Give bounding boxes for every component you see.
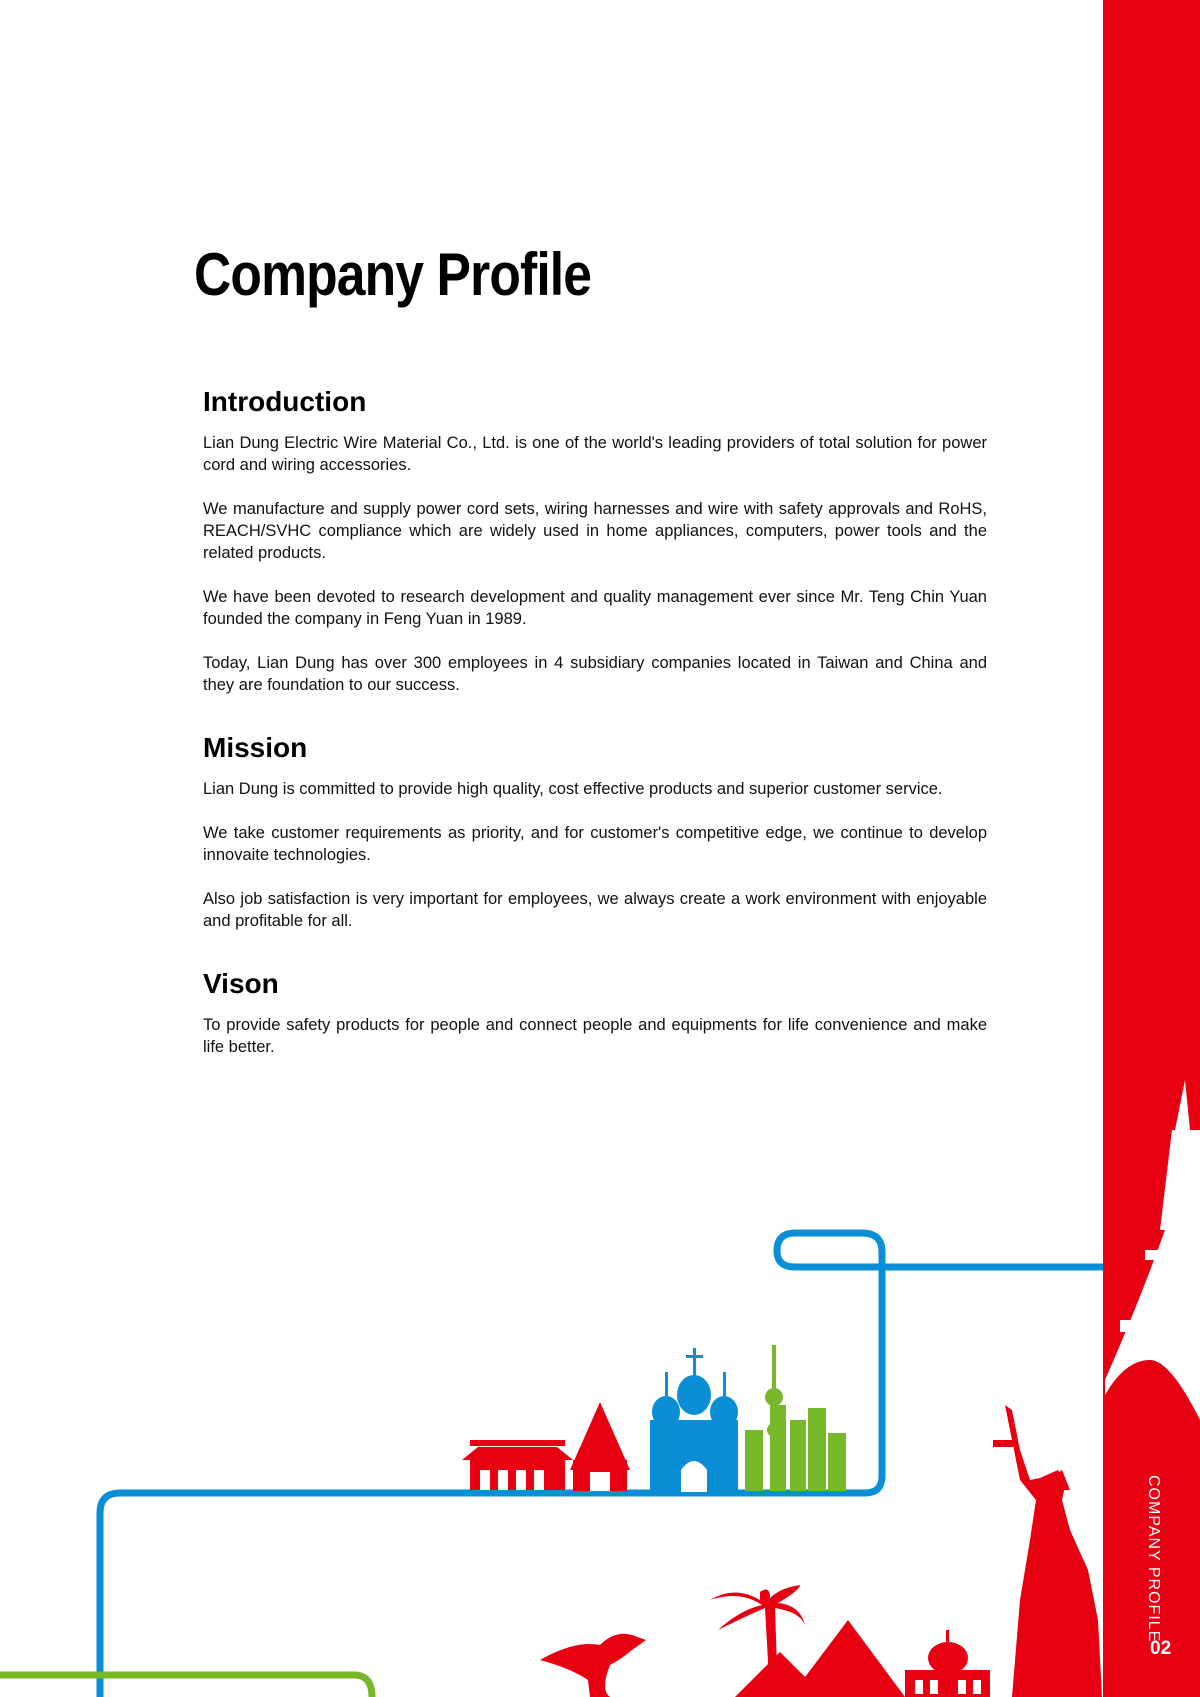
paragraph: Today, Lian Dung has over 300 employees in 4 subsidiary companies located in Taiwan and China and they are foundation to our success. xyxy=(203,654,987,694)
section-heading: Introduction xyxy=(203,386,367,417)
paragraph: Also job satisfaction is very important for employees, we always create a work environment with enjoyable and profitable for all. xyxy=(203,890,987,930)
temple-icon xyxy=(570,1402,630,1491)
paragraph: Lian Dung is committed to provide high quality, cost effective products and superior customer service. xyxy=(203,780,943,798)
statue-of-liberty-icon xyxy=(993,1405,1102,1697)
section-heading: Vison xyxy=(203,968,279,999)
taiwan-gate-icon xyxy=(462,1440,573,1490)
eiffel-tower-icon xyxy=(1105,1080,1200,1420)
green-route-line xyxy=(0,1675,372,1697)
page-number: 02 xyxy=(1150,1638,1172,1659)
section-heading: Mission xyxy=(203,732,308,763)
paragraph: We manufacture and supply power cord sets, wiring harnesses and wire with safety approvals and RoHS, REACH/SVHC compliance which are widely used in home appliances, computers, power tools and the related products. xyxy=(203,500,987,562)
paragraph: We take customer requirements as priority, and for customer's competitive edge, we continue to develop innovaite technologies. xyxy=(203,824,987,864)
cathedral-icon xyxy=(650,1348,738,1492)
paragraph: Lian Dung Electric Wire Material Co., Ltd. is one of the world's leading providers of total solution for power cord and wiring accessories. xyxy=(203,434,987,474)
pyramids-icon xyxy=(735,1620,905,1697)
paragraph: To provide safety products for people and connect people and equipments for life convenience and make life better. xyxy=(203,1016,987,1056)
kangaroo-icon xyxy=(540,1634,646,1697)
domed-building-icon xyxy=(905,1630,990,1697)
skyline-icon xyxy=(745,1345,846,1491)
page-title: Company Profile xyxy=(194,241,592,308)
paragraph: We have been devoted to research development and quality management ever since Mr. Teng Chin Yuan founded the company in Feng Yuan in 1989. xyxy=(203,588,987,628)
side-label: COMPANY PROFILE xyxy=(1145,1475,1162,1643)
